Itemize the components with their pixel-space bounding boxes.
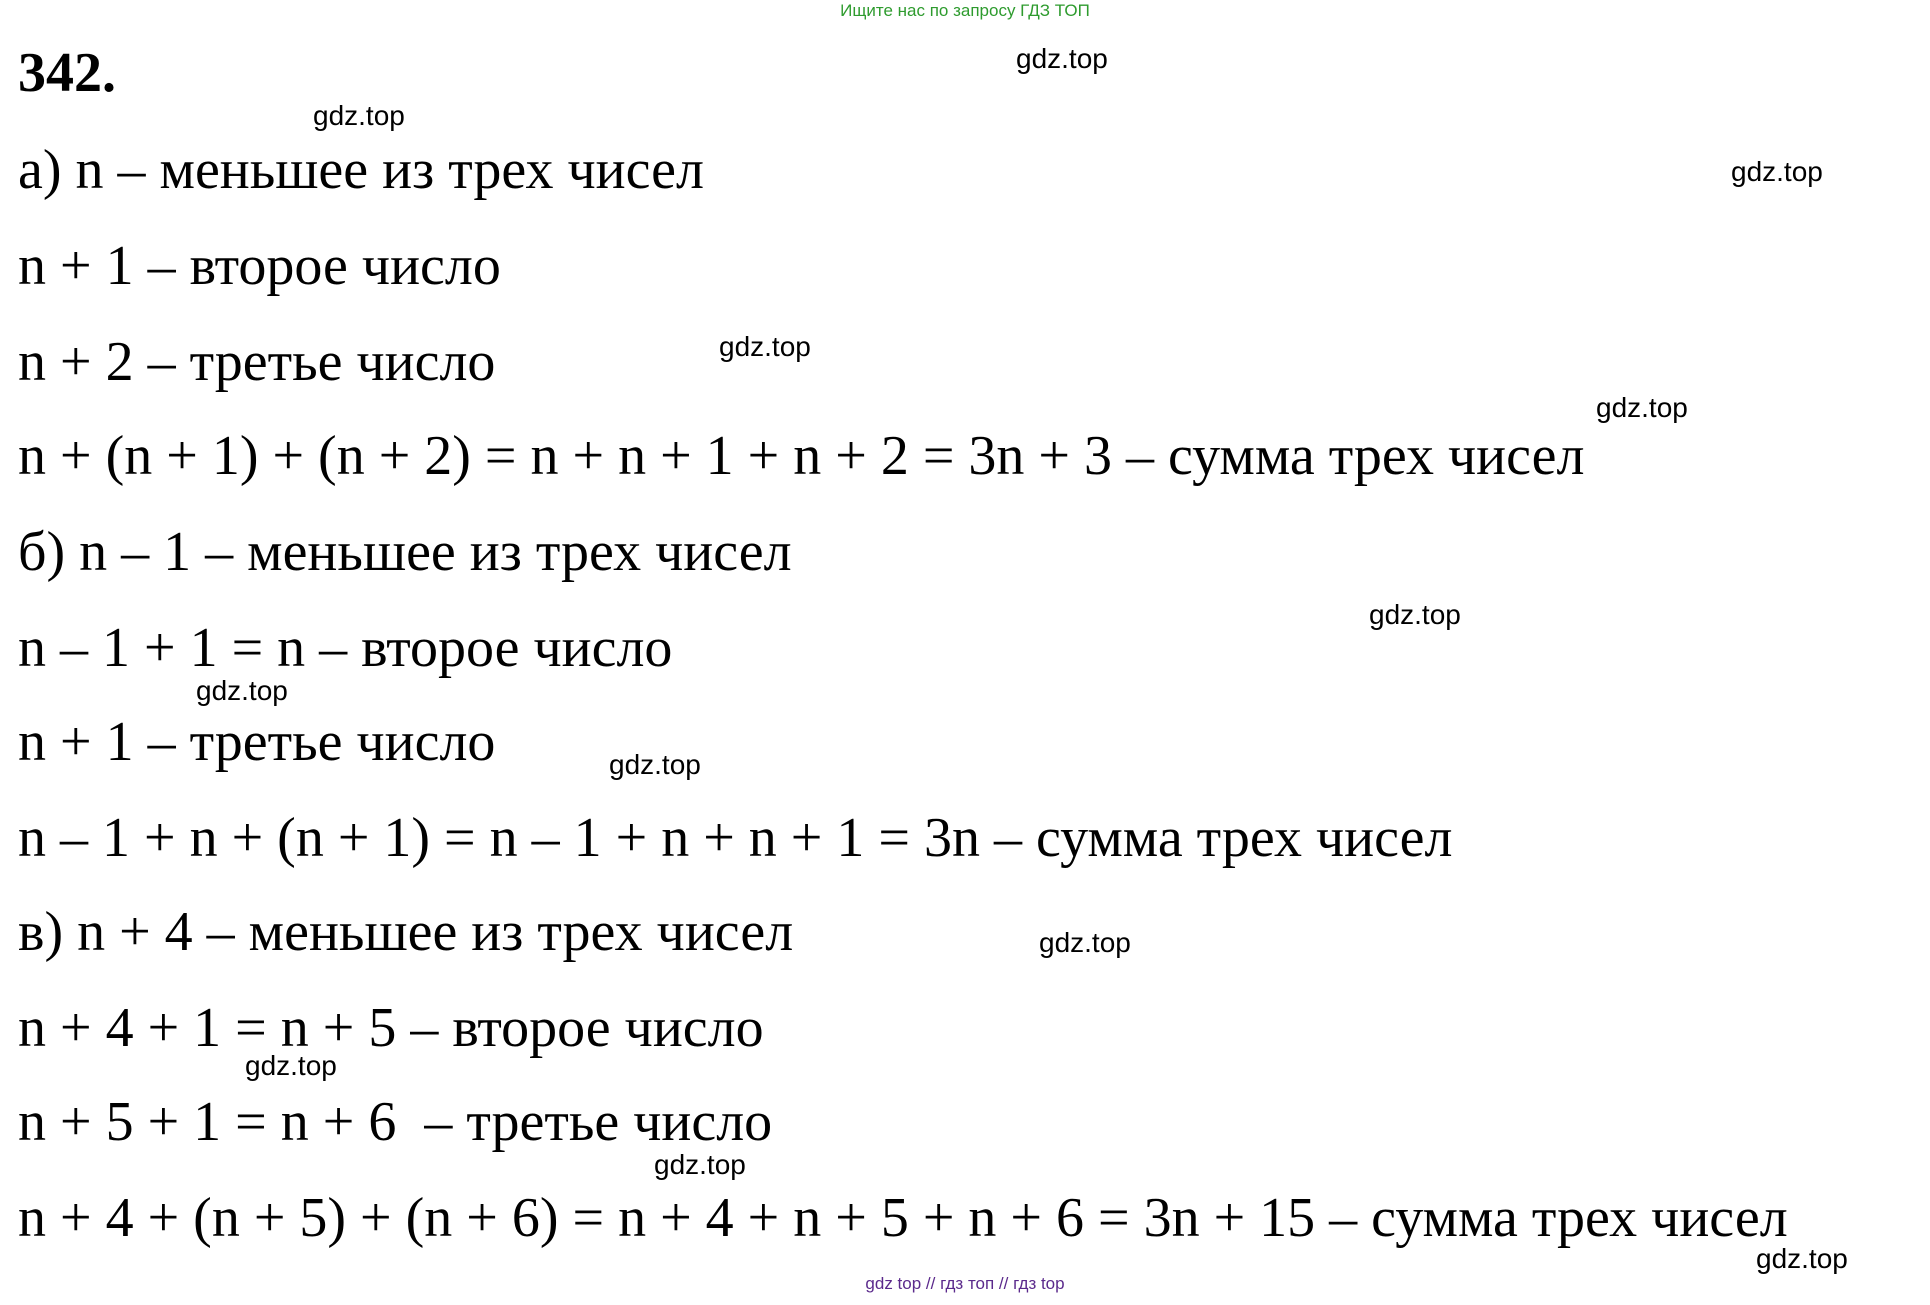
watermark: gdz.top <box>313 100 405 131</box>
watermark: gdz.top <box>1596 392 1688 423</box>
solution-line-c-third: n + 5 + 1 = n + 6 – третье число <box>18 1091 773 1153</box>
watermark: gdz.top <box>245 1050 337 1081</box>
watermark: gdz.top <box>1039 927 1131 958</box>
watermark: gdz.top <box>609 749 701 780</box>
watermark: gdz.top <box>1756 1243 1848 1274</box>
watermark: gdz.top <box>1016 43 1108 74</box>
top-banner: Ищите нас по запросу ГДЗ ТОП <box>840 1 1090 20</box>
solution-line-a-second: n + 1 – второе число <box>18 235 501 297</box>
problem-number: 342. <box>18 42 116 104</box>
solution-line-a-smallest: а) n – меньшее из трех чисел <box>18 139 704 201</box>
solution-line-b-smallest: б) n – 1 – меньшее из трех чисел <box>18 521 792 583</box>
solution-line-c-second: n + 4 + 1 = n + 5 – второе число <box>18 997 764 1059</box>
solution-line-b-second: n – 1 + 1 = n – второе число <box>18 617 673 679</box>
solution-line-b-sum: n – 1 + n + (n + 1) = n – 1 + n + n + 1 = 3n – сумма трех чисел <box>18 807 1453 869</box>
watermark: gdz.top <box>1369 599 1461 630</box>
solution-line-a-sum: n + (n + 1) + (n + 2) = n + n + 1 + n + 2 = 3n + 3 – сумма трех чисел <box>18 425 1585 487</box>
solution-line-c-smallest: в) n + 4 – меньшее из трех чисел <box>18 901 794 963</box>
watermark: gdz.top <box>719 331 811 362</box>
solution-line-a-third: n + 2 – третье число <box>18 331 496 393</box>
watermark: gdz.top <box>196 675 288 706</box>
watermark: gdz.top <box>1731 156 1823 187</box>
watermark: gdz.top <box>654 1149 746 1180</box>
solution-line-b-third: n + 1 – третье число <box>18 711 496 773</box>
solution-line-c-sum: n + 4 + (n + 5) + (n + 6) = n + 4 + n + 5 + n + 6 = 3n + 15 – сумма трех чисел <box>18 1187 1788 1249</box>
footer-watermark: gdz top // гдз топ // гдз top <box>865 1274 1065 1293</box>
